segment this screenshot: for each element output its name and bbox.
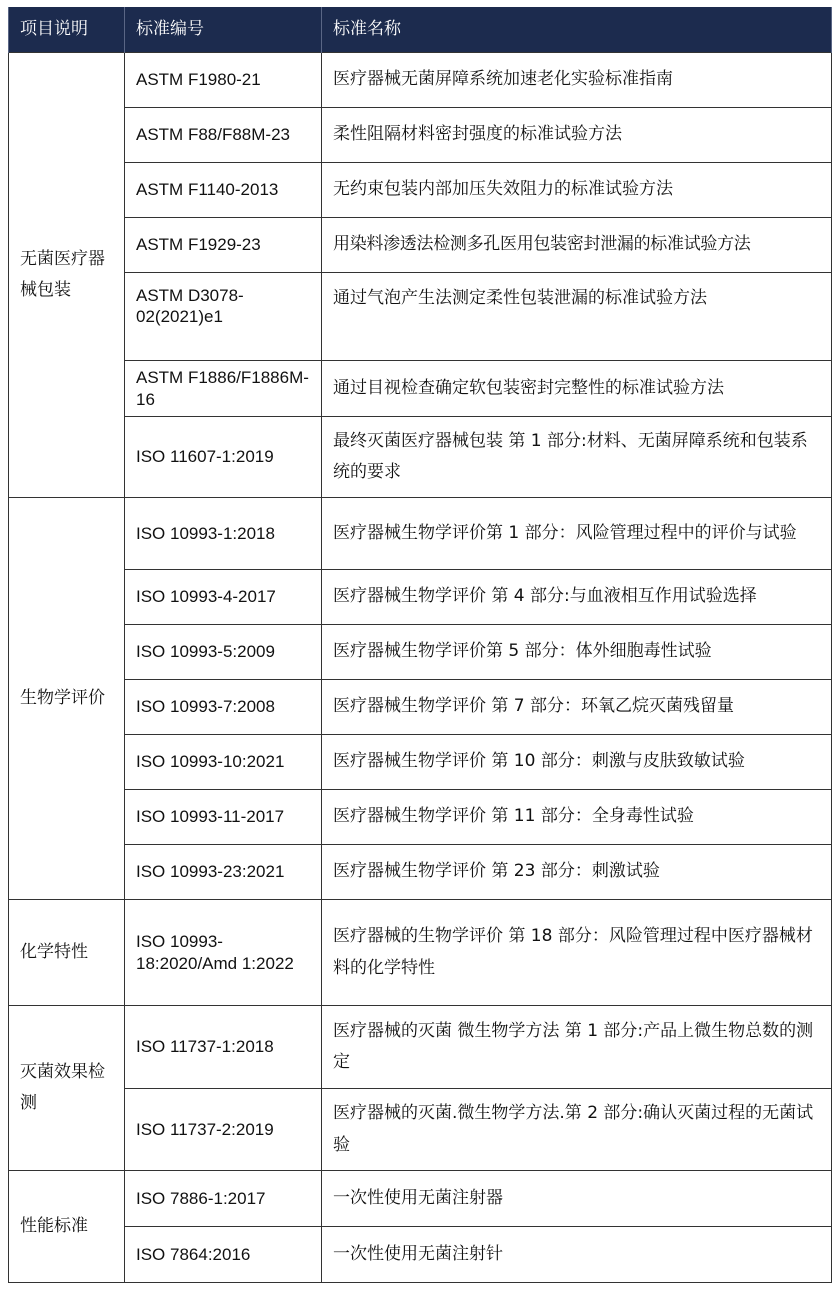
- standard-code: ISO 7886-1:2017: [125, 1171, 322, 1227]
- standard-code: ASTM F1140-2013: [125, 163, 322, 218]
- standard-name: 医疗器械无菌屏障系统加速老化实验标准指南: [322, 53, 832, 108]
- table-row: [9, 53, 832, 108]
- standard-code: ISO 10993-1:2018: [125, 498, 322, 570]
- table-row: [9, 361, 832, 417]
- standard-name: 医疗器械的生物学评价 第 18 部分：风险管理过程中医疗器械材料的化学特性: [322, 900, 832, 1006]
- standard-code: ASTM F1929-23: [125, 218, 322, 273]
- standard-code: ISO 10993-11-2017: [125, 790, 322, 845]
- table-body: [9, 53, 832, 1283]
- table-header: [9, 7, 832, 53]
- table-row: [9, 1227, 832, 1283]
- standard-code: ISO 10993-4-2017: [125, 570, 322, 625]
- standard-name: 一次性使用无菌注射器: [322, 1171, 832, 1227]
- standard-name: 通过气泡产生法测定柔性包装泄漏的标准试验方法: [322, 273, 832, 361]
- standard-name: 医疗器械的灭菌 微生物学方法 第 1 部分:产品上微生物总数的测定: [322, 1006, 832, 1089]
- table-row: [9, 1089, 832, 1171]
- table-row: [9, 1171, 832, 1227]
- standard-code: ISO 10993-18:2020/Amd 1:2022: [125, 900, 322, 1006]
- standard-code: ASTM F1980-21: [125, 53, 322, 108]
- standard-code: ISO 11737-1:2018: [125, 1006, 322, 1089]
- table-row: [9, 570, 832, 625]
- group-label-sterilization-testing: 灭菌效果检测: [9, 1006, 125, 1171]
- table-row: [9, 845, 832, 900]
- table-row: [9, 108, 832, 163]
- table-row: [9, 900, 832, 1006]
- table-row: [9, 417, 832, 498]
- standard-name: 医疗器械生物学评价 第 10 部分：刺激与皮肤致敏试验: [322, 735, 832, 790]
- standard-name: 医疗器械的灭菌.微生物学方法.第 2 部分:确认灭菌过程的无菌试验: [322, 1089, 832, 1171]
- standard-name: 医疗器械生物学评价 第 4 部分:与血液相互作用试验选择: [322, 570, 832, 625]
- table-row: [9, 735, 832, 790]
- group-label-performance-standards: 性能标准: [9, 1171, 125, 1283]
- standard-code: ASTM F88/F88M-23: [125, 108, 322, 163]
- standard-code: ISO 7864:2016: [125, 1227, 322, 1283]
- standard-code: ISO 11737-2:2019: [125, 1089, 322, 1171]
- group-label-chemical-properties: 化学特性: [9, 900, 125, 1006]
- header-project-description: 项目说明: [9, 7, 125, 53]
- group-label-biological-evaluation: 生物学评价: [9, 498, 125, 900]
- table-row: [9, 163, 832, 218]
- table-row: [9, 625, 832, 680]
- standard-name: 最终灭菌医疗器械包装 第 1 部分:材料、无菌屏障系统和包装系统的要求: [322, 417, 832, 498]
- table-row: [9, 790, 832, 845]
- standards-table: [8, 7, 832, 1283]
- standard-code: ISO 10993-23:2021: [125, 845, 322, 900]
- header-standard-number: 标准编号: [125, 7, 322, 53]
- table-row: [9, 273, 832, 361]
- standard-code: ISO 10993-7:2008: [125, 680, 322, 735]
- standard-code: ISO 10993-10:2021: [125, 735, 322, 790]
- table-row: [9, 218, 832, 273]
- header-standard-name: 标准名称: [322, 7, 832, 53]
- standard-name: 柔性阻隔材料密封强度的标准试验方法: [322, 108, 832, 163]
- standard-name: 医疗器械生物学评价第 5 部分：体外细胞毒性试验: [322, 625, 832, 680]
- standard-name: 医疗器械生物学评价 第 7 部分：环氧乙烷灭菌残留量: [322, 680, 832, 735]
- standard-code: ASTM F1886/F1886M-16: [125, 361, 322, 417]
- table-row: [9, 1006, 832, 1089]
- standard-code: ISO 10993-5:2009: [125, 625, 322, 680]
- standard-name: 医疗器械生物学评价 第 23 部分：刺激试验: [322, 845, 832, 900]
- standard-name: 医疗器械生物学评价 第 11 部分：全身毒性试验: [322, 790, 832, 845]
- standard-name: 无约束包装内部加压失效阻力的标准试验方法: [322, 163, 832, 218]
- standard-name: 用染料渗透法检测多孔医用包装密封泄漏的标准试验方法: [322, 218, 832, 273]
- standard-name: 通过目视检查确定软包装密封完整性的标准试验方法: [322, 361, 832, 417]
- standard-code: ASTM D3078-02(2021)e1: [125, 273, 322, 361]
- standard-name: 一次性使用无菌注射针: [322, 1227, 832, 1283]
- standard-name: 医疗器械生物学评价第 1 部分：风险管理过程中的评价与试验: [322, 498, 832, 570]
- group-label-sterile-packaging: 无菌医疗器械包装: [9, 53, 125, 498]
- header-row: [9, 7, 832, 53]
- table-row: [9, 680, 832, 735]
- standard-code: ISO 11607-1:2019: [125, 417, 322, 498]
- table-row: [9, 498, 832, 570]
